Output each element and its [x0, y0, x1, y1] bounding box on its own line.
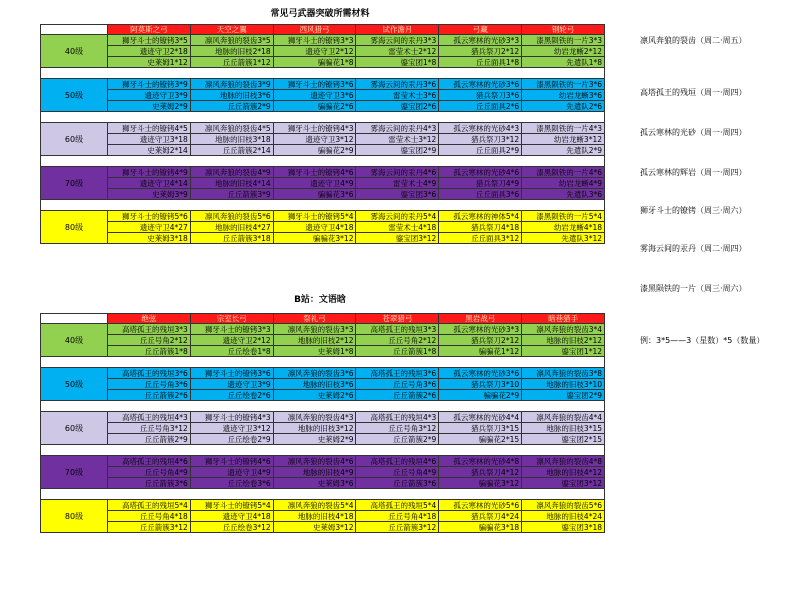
table-row: [41, 189, 605, 200]
material-cell: 地脉的旧枝4*18: [273, 511, 356, 522]
material-cell: 幼岩龙蜥4*9: [522, 178, 605, 189]
material-cell: 狮牙斗士的镣铐4*6: [190, 456, 273, 467]
weapon-header: 弓藏: [439, 25, 522, 35]
material-cell: 高塔孤王的残垣4*3: [108, 412, 191, 423]
table-row: [41, 134, 605, 145]
level-label: 80级: [41, 500, 108, 533]
schedule-item: 孤云寒林的辉岩（周一·周四）: [640, 168, 747, 177]
table-row: [41, 423, 605, 434]
table-row: [41, 522, 605, 533]
material-cell: 幼岩龙蜥3*12: [522, 134, 605, 145]
material-cell: 高塔孤王的残垣3*6: [108, 368, 191, 379]
material-cell: 骗骗花3*12: [439, 478, 522, 489]
table-row: [41, 390, 605, 401]
material-cell: 丘丘绘卷3*6: [190, 478, 273, 489]
material-cell: 狮牙斗士的镣铐4*3: [273, 123, 356, 134]
material-cell: 丘丘号角4*9: [108, 467, 191, 478]
material-cell: 丘丘箭簇3*6: [356, 478, 439, 489]
header-corner: [41, 25, 108, 35]
material-cell: 先遣队2*6: [522, 101, 605, 112]
material-cell: 凛风奔狼的裂齿5*4: [273, 500, 356, 511]
material-cell: 高塔孤王的残垣5*4: [108, 500, 191, 511]
material-cell: 凛风奔狼的裂齿4*5: [190, 123, 273, 134]
material-cell: 地脉的旧枝4*27: [190, 222, 273, 233]
material-cell: 骗骗花2*15: [439, 434, 522, 445]
material-cell: 鎏宝团2*15: [522, 434, 605, 445]
material-cell: 地脉的旧枝4*14: [190, 178, 273, 189]
table-row: [41, 412, 605, 423]
material-cell: 史莱姆2*9: [108, 101, 191, 112]
material-cell: 遗迹守卫3*9: [108, 90, 191, 101]
material-cell: 骗骗花3*18: [439, 522, 522, 533]
table-row: [41, 324, 605, 335]
weapon-header: 暗巷猎手: [522, 314, 605, 324]
main-title: 常见弓武器突破所需材料: [270, 9, 370, 19]
material-cell: 凛风奔狼的裂齿3*8: [522, 368, 605, 379]
material-cell: 鎏宝团2*9: [522, 390, 605, 401]
material-cell: 凛风奔狼的裂齿4*6: [273, 456, 356, 467]
material-cell: 骗骗花3*6: [273, 189, 356, 200]
material-cell: 骗骗花2*9: [439, 390, 522, 401]
material-cell: 史莱姆1*12: [108, 57, 191, 68]
material-cell: 地脉的旧枝3*15: [522, 423, 605, 434]
material-cell: 遗迹守卫3*18: [108, 134, 191, 145]
material-cell: 丘丘箭簇3*9: [190, 189, 273, 200]
weapon-header: 试作澹月: [356, 25, 439, 35]
material-cell: 凛风奔狼的裂齿4*3: [273, 412, 356, 423]
material-cell: 鎏宝团2*9: [356, 145, 439, 156]
material-cell: 丘丘绘卷3*12: [190, 522, 273, 533]
material-cell: 骗骗花1*12: [439, 346, 522, 357]
material-cell: 狮牙斗士的镣铐5*6: [108, 211, 191, 222]
material-cell: 遗迹守卫2*12: [273, 46, 356, 57]
header-corner: [41, 314, 108, 324]
material-cell: 遗迹守卫3*12: [190, 423, 273, 434]
material-cell: 猎兵祭刀4*12: [439, 467, 522, 478]
material-cell: 鎏宝团3*18: [522, 522, 605, 533]
spacer-cell: [41, 68, 605, 79]
spacer-cell: [41, 357, 605, 368]
material-cell: 地脉的旧枝4*24: [522, 511, 605, 522]
weapon-header: 阿莫斯之弓: [108, 25, 191, 35]
bow-material-table-1: [40, 24, 605, 244]
level-label: 50级: [41, 368, 108, 401]
material-cell: 丘丘面具3*12: [439, 233, 522, 244]
material-cell: 先遣队1*8: [522, 57, 605, 68]
material-cell: 先遣队3*12: [522, 233, 605, 244]
group-spacer: [41, 68, 605, 79]
material-cell: 凛风奔狼的裂齿4*8: [522, 456, 605, 467]
spacer-cell: [41, 156, 605, 167]
material-cell: 遗迹守卫4*18: [190, 511, 273, 522]
material-cell: 地脉的旧枝2*18: [190, 46, 273, 57]
level-label: 40级: [41, 324, 108, 357]
material-cell: 孤云寒林的光砂3*3: [439, 35, 522, 46]
material-cell: 骗骗花2*9: [273, 145, 356, 156]
material-cell: 狮牙斗士的镣铐4*6: [273, 167, 356, 178]
material-cell: 孤云寒林的光砂3*6: [439, 368, 522, 379]
material-cell: 地脉的旧枝4*9: [273, 467, 356, 478]
material-cell: 史莱姆3*9: [108, 189, 191, 200]
table-row: [41, 178, 605, 189]
level-label: 60级: [41, 412, 108, 445]
material-cell: 地脉的旧枝3*10: [522, 379, 605, 390]
material-cell: 史莱姆2*6: [273, 390, 356, 401]
level-label: 50级: [41, 79, 108, 112]
material-cell: 先遣队3*6: [522, 189, 605, 200]
material-cell: 孤云寒林的神体5*4: [439, 211, 522, 222]
material-cell: 丘丘箭簇1*8: [108, 346, 191, 357]
material-cell: 高塔孤王的残垣4*6: [356, 456, 439, 467]
spacer-cell: [41, 489, 605, 500]
material-cell: 高塔孤王的残垣4*6: [108, 456, 191, 467]
material-cell: 丘丘号角3*6: [108, 379, 191, 390]
material-cell: 丘丘号角4*18: [356, 511, 439, 522]
material-cell: 遗迹守卫3*9: [190, 379, 273, 390]
material-cell: 雷莹术士3*6: [356, 90, 439, 101]
material-cell: 丘丘箭簇2*9: [356, 434, 439, 445]
material-cell: 鎏宝团3*12: [356, 233, 439, 244]
material-cell: 先遣队2*9: [522, 145, 605, 156]
level-label: 70级: [41, 167, 108, 200]
material-cell: 史莱姆3*6: [273, 478, 356, 489]
material-cell: 地脉的旧枝3*18: [190, 134, 273, 145]
material-cell: 史莱姆3*18: [108, 233, 191, 244]
author-credit: B站：文语晗: [294, 295, 346, 305]
material-cell: 狮牙斗士的镣铐4*5: [108, 123, 191, 134]
weapon-header: 绝弦: [108, 314, 191, 324]
material-cell: 雷莹术士3*12: [356, 134, 439, 145]
table-row: [41, 211, 605, 222]
schedule-item: 孤云寒林的光砂（周一·周四）: [640, 128, 747, 137]
material-cell: 凛风奔狼的裂齿3*5: [190, 35, 273, 46]
material-cell: 孤云寒林的光砂3*3: [439, 324, 522, 335]
material-cell: 丘丘号角3*12: [108, 423, 191, 434]
material-cell: 凛风奔狼的裂齿3*9: [190, 79, 273, 90]
material-cell: 丘丘号角3*6: [356, 379, 439, 390]
material-cell: 地脉的旧枝4*12: [522, 467, 605, 478]
material-cell: 猎兵祭刀3*12: [439, 134, 522, 145]
table-row: [41, 346, 605, 357]
material-cell: 丘丘箭簇2*6: [356, 390, 439, 401]
material-cell: 漆黑陨铁的一片3*6: [522, 79, 605, 90]
material-cell: 丘丘号角4*9: [356, 467, 439, 478]
material-cell: 凛风奔狼的裂齿5*6: [522, 500, 605, 511]
material-cell: 丘丘箭簇3*18: [190, 233, 273, 244]
material-cell: 漆黑陨铁的一片4*6: [522, 167, 605, 178]
material-cell: 丘丘箭簇1*12: [190, 57, 273, 68]
material-cell: 雾海云间的汞丹3*6: [356, 79, 439, 90]
material-cell: 雾海云间的汞丹4*6: [356, 167, 439, 178]
material-cell: 史莱姆3*12: [273, 522, 356, 533]
material-cell: 幼岩龙蜥2*12: [522, 46, 605, 57]
group-spacer: [41, 112, 605, 123]
material-cell: 丘丘箭簇2*9: [190, 101, 273, 112]
material-cell: 丘丘面具1*8: [439, 57, 522, 68]
weapon-header: 祭礼弓: [273, 314, 356, 324]
material-cell: 漆黑陨铁的一片5*4: [522, 211, 605, 222]
material-cell: 遗迹守卫4*14: [108, 178, 191, 189]
material-cell: 遗迹守卫3*6: [273, 90, 356, 101]
material-cell: 骗骗花2*6: [273, 101, 356, 112]
table-row: [41, 90, 605, 101]
material-cell: 丘丘号角3*12: [356, 423, 439, 434]
table-row: [41, 145, 605, 156]
material-cell: 漆黑陨铁的一片4*3: [522, 123, 605, 134]
material-cell: 地脉的旧枝2*12: [273, 335, 356, 346]
material-cell: 遗迹守卫4*27: [108, 222, 191, 233]
weapon-header: 宗室长弓: [190, 314, 273, 324]
material-cell: 丘丘绘卷2*6: [190, 390, 273, 401]
material-cell: 地脉的旧枝3*12: [273, 423, 356, 434]
material-cell: 猎兵祭刀4*24: [439, 511, 522, 522]
material-cell: 丘丘号角4*18: [108, 511, 191, 522]
material-cell: 狮牙斗士的镣铐3*3: [273, 35, 356, 46]
material-cell: 高塔孤王的残垣5*4: [356, 500, 439, 511]
weapon-header: 黑岩战弓: [439, 314, 522, 324]
material-cell: 丘丘面具2*9: [439, 145, 522, 156]
table-row: [41, 222, 605, 233]
group-spacer: [41, 489, 605, 500]
material-cell: 猎兵祭刀3*6: [439, 90, 522, 101]
material-cell: 丘丘箭簇2*6: [108, 390, 191, 401]
material-cell: 孤云寒林的光砂3*6: [439, 79, 522, 90]
material-cell: 孤云寒林的光砂4*3: [439, 123, 522, 134]
material-cell: 狮牙斗士的镣铐4*9: [108, 167, 191, 178]
material-cell: 遗迹守卫2*18: [108, 46, 191, 57]
material-cell: 丘丘箭簇3*6: [108, 478, 191, 489]
material-cell: 狮牙斗士的镣铐3*3: [190, 324, 273, 335]
group-spacer: [41, 156, 605, 167]
table-row: [41, 79, 605, 90]
table-row: [41, 101, 605, 112]
bow-material-table-2: [40, 313, 605, 533]
material-cell: 猎兵祭刀3*10: [439, 379, 522, 390]
table-row: [41, 335, 605, 346]
material-cell: 丘丘箭簇2*14: [190, 145, 273, 156]
material-cell: 雷莹术士2*12: [356, 46, 439, 57]
material-cell: 幼岩龙蜥3*6: [522, 90, 605, 101]
material-cell: 遗迹守卫4*9: [273, 178, 356, 189]
group-spacer: [41, 401, 605, 412]
material-cell: 骗骗花1*8: [273, 57, 356, 68]
table-header-row: [41, 314, 605, 324]
level-label: 80级: [41, 211, 108, 244]
material-cell: 鎏宝团1*12: [522, 346, 605, 357]
table-row: [41, 456, 605, 467]
material-cell: 孤云寒林的光砂4*6: [439, 167, 522, 178]
spacer-cell: [41, 200, 605, 211]
material-cell: 凛风奔狼的裂齿4*4: [522, 412, 605, 423]
table-row: [41, 434, 605, 445]
material-cell: 丘丘面具3*6: [439, 189, 522, 200]
material-cell: 地脉的旧枝3*6: [190, 90, 273, 101]
table-row: [41, 368, 605, 379]
schedule-item: 漆黑陨铁的一片（周三·周六）: [640, 284, 747, 293]
material-cell: 狮牙斗士的镣铐3*9: [108, 79, 191, 90]
material-cell: 猎兵祭刀2*12: [439, 46, 522, 57]
material-cell: 遗迹守卫3*12: [273, 134, 356, 145]
weapon-header: 苍翠猎弓: [356, 314, 439, 324]
level-label: 70级: [41, 456, 108, 489]
table-row: [41, 467, 605, 478]
material-cell: 高塔孤王的残垣3*3: [108, 324, 191, 335]
material-cell: 孤云寒林的光砂4*8: [439, 456, 522, 467]
weapon-header: 西风猎弓: [273, 25, 356, 35]
material-cell: 高塔孤王的残垣3*6: [356, 368, 439, 379]
table-row: [41, 379, 605, 390]
material-cell: 漆黑陨铁的一片3*3: [522, 35, 605, 46]
material-cell: 猎兵祭刀3*15: [439, 423, 522, 434]
material-cell: 凛风奔狼的裂齿5*6: [190, 211, 273, 222]
material-cell: 凛风奔狼的裂齿3*6: [273, 368, 356, 379]
material-cell: 丘丘绘卷1*8: [190, 346, 273, 357]
table-row: [41, 35, 605, 46]
material-cell: 狮牙斗士的镣铐5*4: [273, 211, 356, 222]
table-row: [41, 57, 605, 68]
table-row: [41, 233, 605, 244]
material-cell: 遗迹守卫4*9: [190, 467, 273, 478]
material-cell: 雷莹术士4*18: [356, 222, 439, 233]
material-cell: 丘丘箭簇1*8: [356, 346, 439, 357]
table-row: [41, 500, 605, 511]
schedule-item: 雾海云间的汞丹（周二·周四）: [640, 244, 747, 253]
material-cell: 猎兵祭刀4*18: [439, 222, 522, 233]
group-spacer: [41, 445, 605, 456]
material-cell: 狮牙斗士的镣铐4*3: [190, 412, 273, 423]
material-cell: 狮牙斗士的镣铐3*5: [108, 35, 191, 46]
material-cell: 鎏宝团3*12: [522, 478, 605, 489]
material-cell: 凛风奔狼的裂齿3*3: [273, 324, 356, 335]
material-cell: 鎏宝团3*6: [356, 189, 439, 200]
material-cell: 地脉的旧枝2*12: [522, 335, 605, 346]
example-note: 例：3*5——3（星数）*5（数量）: [640, 336, 765, 345]
material-cell: 地脉的旧枝3*6: [273, 379, 356, 390]
schedule-item: 凛风奔狼的裂齿（周二·周五）: [640, 36, 747, 45]
material-cell: 猎兵祭刀4*9: [439, 178, 522, 189]
material-cell: 鎏宝团2*6: [356, 101, 439, 112]
material-cell: 丘丘绘卷2*9: [190, 434, 273, 445]
spacer-cell: [41, 112, 605, 123]
material-cell: 丘丘箭簇3*12: [108, 522, 191, 533]
table-row: [41, 478, 605, 489]
material-cell: 雾海云间的汞丹3*3: [356, 35, 439, 46]
material-cell: 雾海云间的汞丹4*3: [356, 123, 439, 134]
material-cell: 狮牙斗士的镣铐5*4: [190, 500, 273, 511]
weapon-header: 天空之翼: [190, 25, 273, 35]
material-cell: 孤云寒林的光砂4*4: [439, 412, 522, 423]
spacer-cell: [41, 445, 605, 456]
table-header-row: [41, 25, 605, 35]
material-cell: 雾海云间的汞丹5*4: [356, 211, 439, 222]
spacer-cell: [41, 401, 605, 412]
material-cell: 史莱姆2*9: [273, 434, 356, 445]
material-cell: 雷莹术士4*9: [356, 178, 439, 189]
material-cell: 凛风奔狼的裂齿3*4: [522, 324, 605, 335]
material-cell: 孤云寒林的光砂5*6: [439, 500, 522, 511]
group-spacer: [41, 357, 605, 368]
table-row: [41, 167, 605, 178]
material-cell: 幼岩龙蜥4*18: [522, 222, 605, 233]
material-cell: 丘丘箭簇3*12: [356, 522, 439, 533]
level-label: 60级: [41, 123, 108, 156]
material-cell: 凛风奔狼的裂齿4*9: [190, 167, 273, 178]
table-row: [41, 123, 605, 134]
material-cell: 鎏宝团1*8: [356, 57, 439, 68]
material-cell: 史莱姆1*8: [273, 346, 356, 357]
material-cell: 高塔孤王的残垣4*3: [356, 412, 439, 423]
schedule-item: 狮牙斗士的镣铐（周三·周六）: [640, 206, 747, 215]
material-cell: 史莱姆2*14: [108, 145, 191, 156]
group-spacer: [41, 200, 605, 211]
material-cell: 遗迹守卫4*18: [273, 222, 356, 233]
schedule-item: 高塔孤王的残垣（周一·周四）: [640, 88, 747, 97]
material-cell: 遗迹守卫2*12: [190, 335, 273, 346]
table-row: [41, 511, 605, 522]
material-cell: 丘丘面具2*6: [439, 101, 522, 112]
weapon-header: 钢轮弓: [522, 25, 605, 35]
material-cell: 丘丘号角2*12: [356, 335, 439, 346]
level-label: 40级: [41, 35, 108, 68]
material-cell: 狮牙斗士的镣铐3*6: [190, 368, 273, 379]
material-cell: 高塔孤王的残垣3*3: [356, 324, 439, 335]
material-cell: 丘丘号角2*12: [108, 335, 191, 346]
material-cell: 猎兵祭刀2*12: [439, 335, 522, 346]
material-cell: 骗骗花3*12: [273, 233, 356, 244]
material-cell: 狮牙斗士的镣铐3*6: [273, 79, 356, 90]
table-row: [41, 46, 605, 57]
material-cell: 丘丘箭簇2*9: [108, 434, 191, 445]
